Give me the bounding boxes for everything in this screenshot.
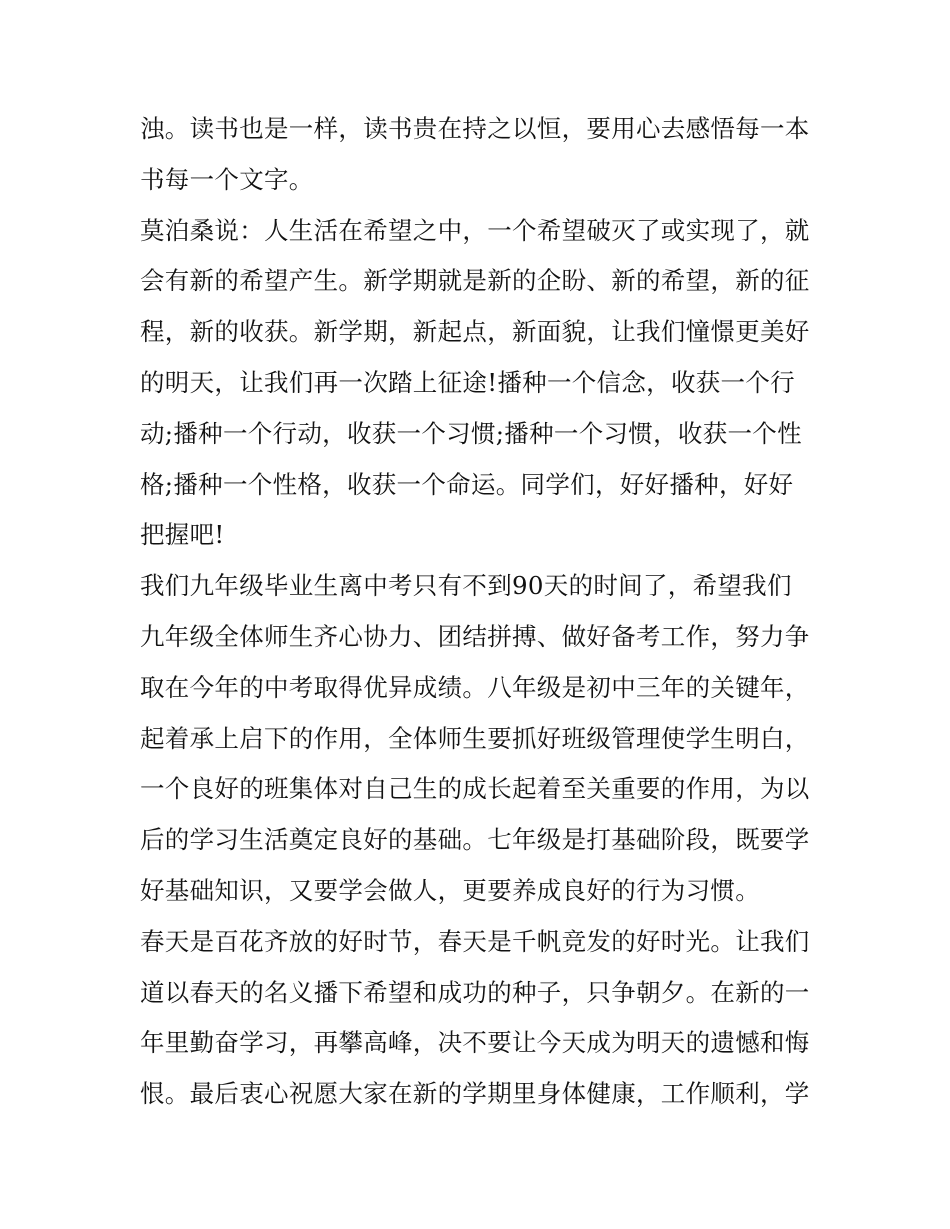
text-line: 后的学习生活奠定良好的基础。七年级是打基础阶段，既要学: [140, 825, 810, 855]
text-line: 格;播种一个性格，收获一个命运。同学们，好好播种，好好: [140, 469, 794, 499]
text-line: 的明天，让我们再一次踏上征途!播种一个信念，收获一个行: [140, 367, 795, 397]
text-line: 一个良好的班集体对自己生的成长起着至关重要的作用，为以: [140, 774, 810, 804]
text-line: 九年级全体师生齐心协力、团结拼搏、做好备考工作，努力争: [140, 621, 810, 651]
text-line: 恨。最后衷心祝愿大家在新的学期里身体健康，工作顺利，学: [140, 1079, 810, 1109]
text-line: 莫泊桑说：人生活在希望之中，一个希望破灭了或实现了，就: [140, 215, 810, 245]
document-body: [140, 104, 814, 1120]
text-line: 程，新的收获。新学期，新起点，新面貌，让我们憧憬更美好: [140, 317, 810, 347]
text-line: 会有新的希望产生。新学期就是新的企盼、新的希望，新的征: [140, 266, 810, 296]
text-line: 书每一个文字。: [140, 164, 314, 194]
text-line: 起着承上启下的作用，全体师生要抓好班级管理使学生明白，: [140, 723, 810, 753]
text-line: 动;播种一个行动，收获一个习惯;播种一个习惯，收获一个性: [140, 418, 802, 448]
text-line: 浊。读书也是一样，读书贵在持之以恒，要用心去感悟每一本: [140, 114, 810, 143]
text-line: 春天是百花齐放的好时节，春天是千帆竞发的好时光。让我们: [140, 926, 810, 956]
text-line: 取在今年的中考取得优异成绩。八年级是初中三年的关键年，: [140, 672, 810, 702]
text-line: 好基础知识，又要学会做人，更要养成良好的行为习惯。: [140, 875, 760, 905]
text-line: 我们九年级毕业生离中考只有不到90天的时间了，希望我们: [140, 571, 792, 601]
text-line: 年里勤奋学习，再攀高峰，决不要让今天成为明天的遗憾和悔: [140, 1028, 810, 1058]
text-line: 把握吧!: [140, 520, 225, 550]
text-line: 道以春天的名义播下希望和成功的种子，只争朝夕。在新的一: [140, 977, 810, 1007]
